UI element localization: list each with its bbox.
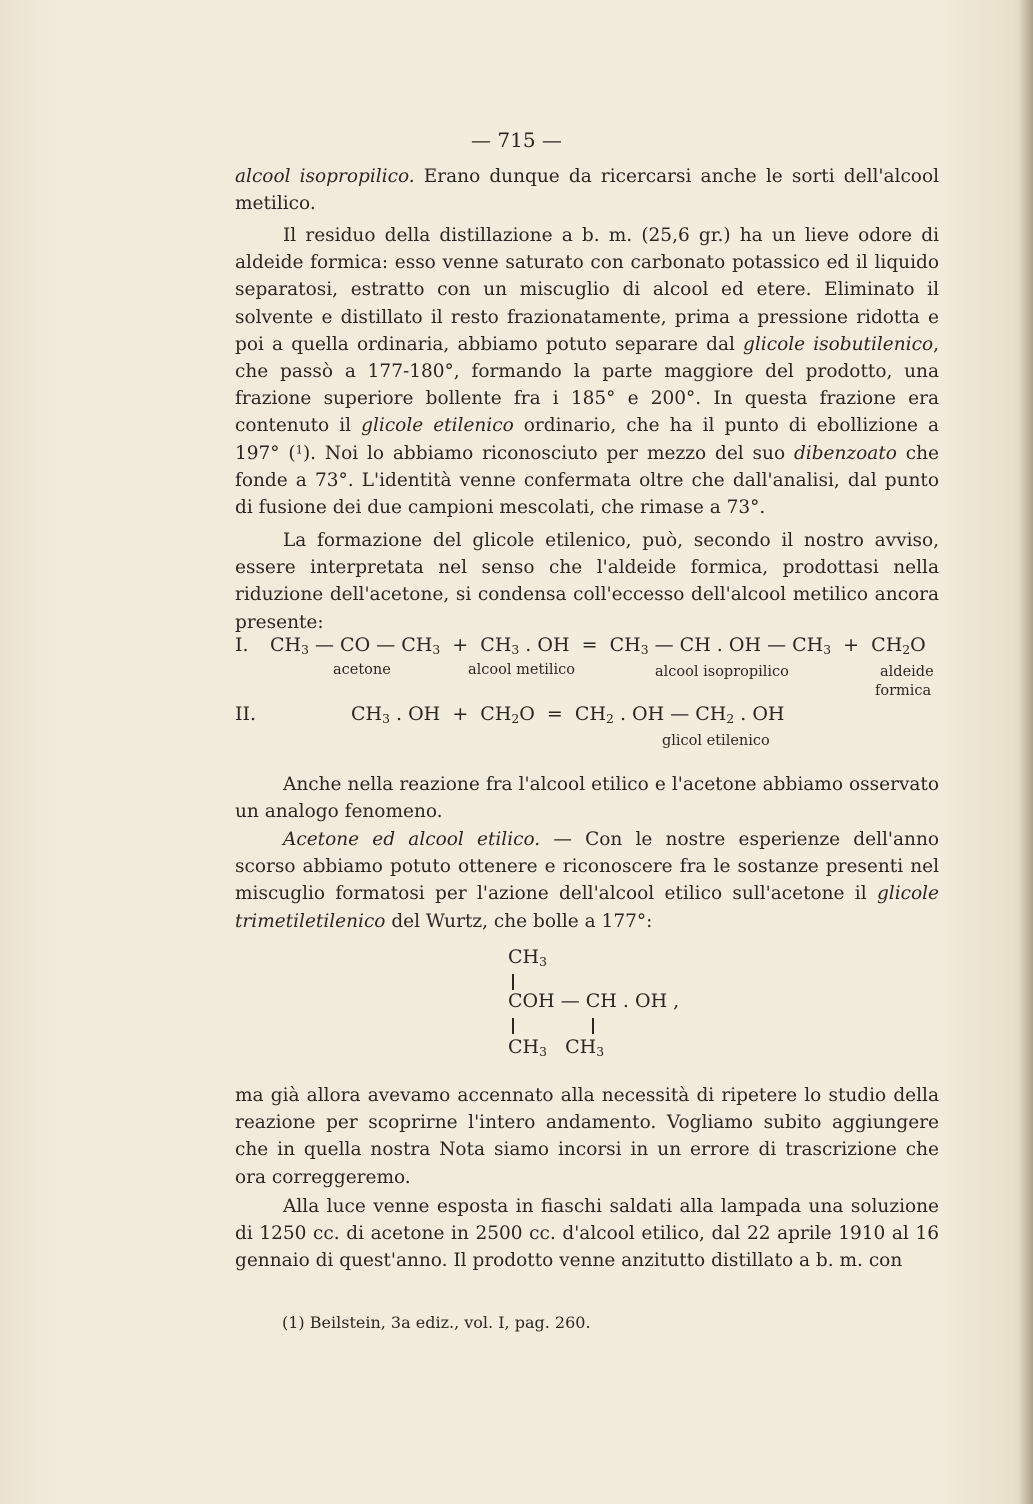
bond-vertical bbox=[592, 1018, 594, 1034]
paragraph-3: La formazione del glicole etilenico, può, secondo il nostro avviso, essere interpretata nel senso che l'aldeide formica, prodottasi nella riduzione dell'acetone, si condensa coll'eccesso dell'alcool metilico ancora presente: bbox=[235, 530, 939, 633]
footnote-ref: 1 bbox=[295, 441, 303, 456]
italic-term: glicole etilenico bbox=[361, 415, 514, 437]
label-glicol-etilenico: glicol etilenico bbox=[662, 733, 770, 749]
italic-term: alcool isopropilico. bbox=[235, 166, 415, 187]
footnote-text: Beilstein, 3a ediz., vol. I, pag. 260. bbox=[309, 1313, 591, 1332]
bond-vertical bbox=[512, 974, 514, 990]
paragraph-2: Il residuo della distillazione a b. m. (25,6 gr.) ha un lieve odore di aldeide formica: esso venne saturato con carbonato potassico ed il liquido separatosi, estratto con un miscuglio di alcool ed etere. Eliminato il solvente e distillato il resto frazionatamente, prima a pressione ridotta e poi a quella ordinaria, abbiamo potuto separare dal glicole isobutilenico, che passò a 177-180°, formando la parte maggiore del prodotto, una frazione superiore bollente fra i 185° e 200°. In questa frazione era contenuto il glicole etilenico ordinario, che ha il punto di ebollizione a 197° ($^1$). Noi lo abbiamo riconosciuto per mezzo del suo dibenzoato che fonde a 73°. L'identità venne confermata oltre che dall'analisi, dal punto di fusione dei due campioni mescolati, che rimase a 73°. bbox=[235, 225, 939, 519]
paragraph-6: ma già allora avevamo accennato alla necessità di ripetere lo studio della reazione per scoprirne l'intero andamento. Vogliamo subito aggiungere che in quella nostra Nota siamo incorsi in un errore di trascrizione che ora correggeremo. bbox=[235, 1085, 939, 1188]
page-edge-shadow bbox=[1019, 0, 1033, 1504]
equation-1-numeral: I. bbox=[235, 634, 249, 656]
formula-main-chain: COH — CH . OH , bbox=[508, 990, 680, 1012]
label-acetone: acetone bbox=[333, 662, 391, 678]
footnote bbox=[282, 1313, 591, 1332]
italic-term: glicole isobutilenico bbox=[743, 333, 934, 355]
equation-1: $CH_3$ — CO — $CH_3 + CH_3$ . OH = $CH_3$ — CH . OH — $CH_3 + CH_2O$ bbox=[270, 634, 926, 658]
footnote-mark: (1) bbox=[282, 1313, 305, 1332]
paragraph-5: Acetone ed alcool etilico. — Con le nostre esperienze dell'anno scorso abbiamo potuto ottenere e riconoscere fra le sostanze presenti nel miscuglio formatosi per l'azione dell'alcool etilico sull'acetone il glicole trimetiletilenico del Wurtz, che bolle a 177°: bbox=[235, 829, 939, 932]
italic-term: Acetone ed alcool etilico. bbox=[283, 829, 541, 850]
label-formica: formica bbox=[875, 683, 932, 699]
paragraph-1: alcool isopropilico. Erano dunque da ricercarsi anche le sorti dell'alcool metilico. bbox=[235, 166, 939, 215]
label-alcool-isopropilico: alcool isopropilico bbox=[655, 664, 789, 680]
bond-vertical bbox=[512, 1018, 514, 1034]
italic-term: glicole trimetiletilenico bbox=[235, 883, 939, 932]
paragraph-4: Anche nella reazione fra l'alcool etilico e l'acetone abbiamo osservato un analogo fenomeno. bbox=[235, 774, 939, 823]
label-aldeide: aldeide bbox=[880, 664, 934, 680]
equation-2-numeral: II. bbox=[235, 703, 257, 725]
page-number: — 715 — bbox=[471, 128, 562, 152]
equation-2: $CH_3$ . OH + $CH_2O = CH_2$ . OH — $CH_2$ . OH bbox=[351, 703, 785, 727]
formula-ch3-top: $CH_3$ bbox=[508, 946, 547, 970]
paragraph-7: Alla luce venne esposta in fiaschi saldati alla lampada una soluzione di 1250 cc. di acetone in 2500 cc. d'alcool etilico, dal 22 aprile 1910 al 16 gennaio di quest'anno. Il prodotto venne anzitutto distillato a b. m. con bbox=[235, 1196, 939, 1272]
formula-ch3-bottom: $CH_3$ $CH_3$ bbox=[508, 1036, 605, 1060]
label-alcool-metilico: alcool metilico bbox=[468, 662, 576, 678]
italic-term: dibenzoato bbox=[793, 442, 897, 464]
